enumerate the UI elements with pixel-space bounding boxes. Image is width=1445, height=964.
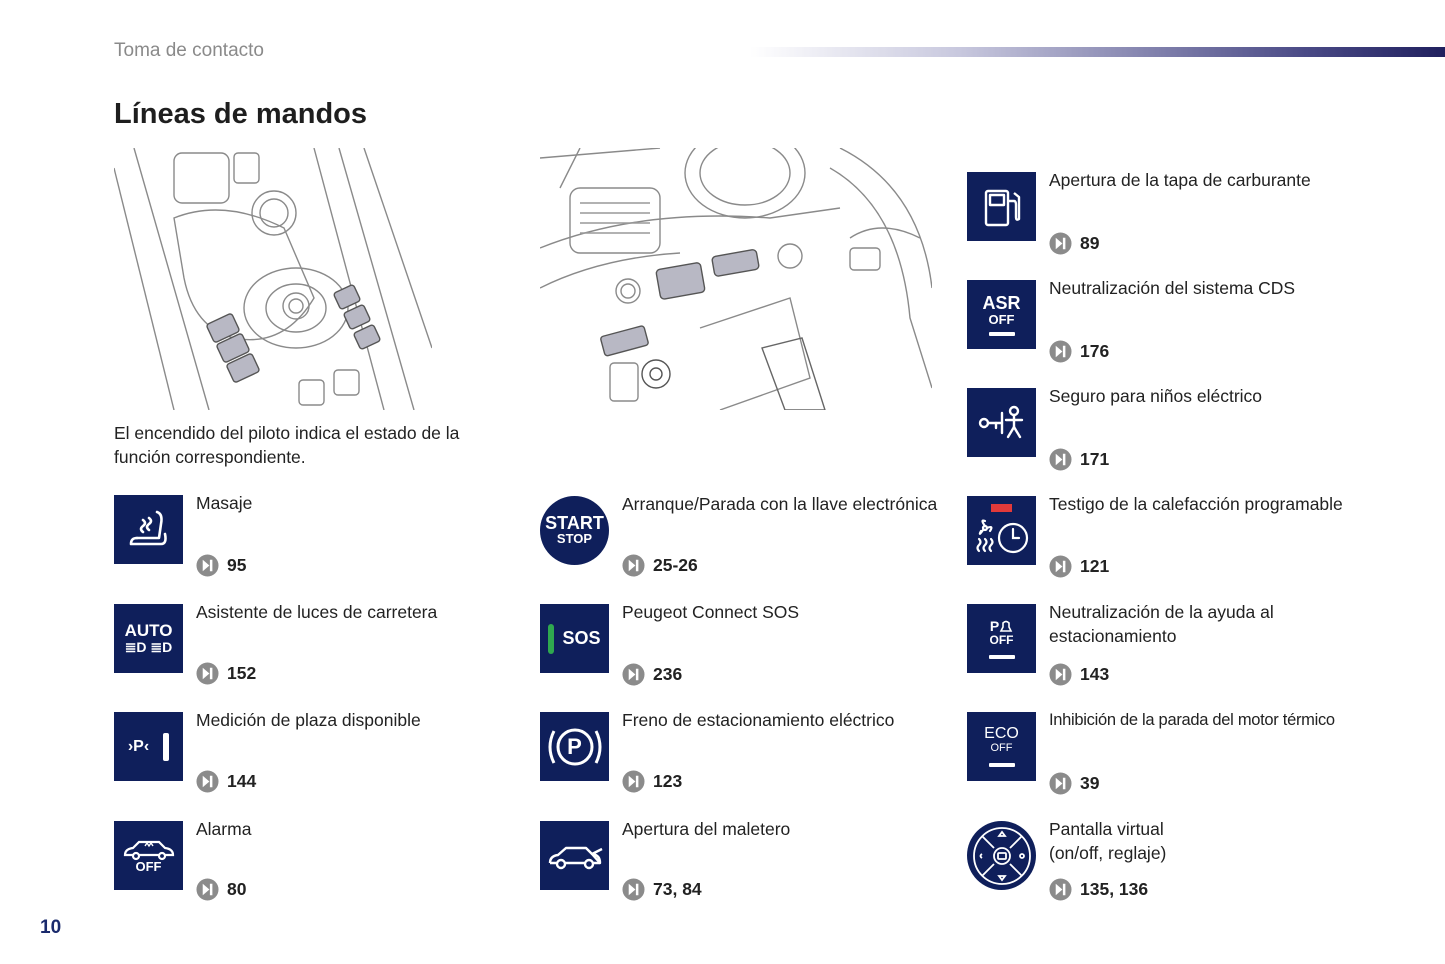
page-reference-icon (196, 878, 219, 901)
icon-text: ›P‹ (127, 737, 150, 755)
icon-text: OFF (988, 311, 1015, 327)
control-item (967, 821, 1387, 916)
item-label: Apertura del maletero (622, 819, 791, 839)
page-reference-icon (1049, 340, 1072, 363)
page-reference[interactable] (622, 663, 682, 686)
page-reference-number: 123 (653, 771, 683, 791)
parking-brake-icon (540, 712, 609, 781)
item-label: Freno de estacionamiento eléctrico (622, 710, 895, 730)
page-reference[interactable] (622, 770, 682, 793)
page-reference-number: 80 (227, 879, 247, 899)
control-item (540, 712, 960, 807)
icon-text: STOP (556, 530, 593, 546)
item-label: Alarma (196, 819, 252, 839)
page-reference-number: 143 (1080, 664, 1110, 684)
control-item (967, 712, 1387, 807)
page-reference-number: 152 (227, 663, 257, 683)
item-label: Arranque/Parada con la llave electrónica (622, 494, 938, 514)
page-reference-number: 73, 84 (653, 879, 702, 899)
page-reference[interactable] (1049, 878, 1148, 901)
page-reference-number: 121 (1080, 556, 1110, 576)
page-reference[interactable] (622, 878, 702, 901)
page-reference[interactable] (622, 554, 698, 577)
item-label: Asistente de luces de carretera (196, 602, 438, 622)
page-reference-number: 144 (227, 771, 257, 791)
auto-headlamp-icon (114, 604, 183, 673)
page-reference-number: 95 (227, 555, 247, 575)
fuel-flap-icon (967, 172, 1036, 241)
page-reference-number: 176 (1080, 341, 1110, 361)
item-label: Seguro para niños eléctrico (1049, 386, 1263, 406)
page-reference-icon (622, 663, 645, 686)
control-item (967, 604, 1387, 699)
control-item (967, 280, 1387, 375)
page-reference-icon (1049, 555, 1072, 578)
item-label: Neutralización de la ayuda al estacionamiento (1049, 602, 1274, 646)
page-reference[interactable] (196, 662, 256, 685)
icon-text: AUTO (124, 620, 173, 640)
item-label: Medición de plaza disponible (196, 710, 421, 730)
page-reference-icon (1049, 878, 1072, 901)
item-label: Apertura de la tapa de carburante (1049, 170, 1311, 190)
page-reference-icon (1049, 448, 1072, 471)
item-label: Peugeot Connect SOS (622, 602, 800, 622)
section-title: Toma de contacto (114, 40, 264, 61)
trunk-icon (540, 821, 609, 890)
control-item (540, 604, 960, 699)
page-reference-number: 25-26 (653, 555, 698, 575)
icon-text: ASR (982, 292, 1021, 313)
intro-text: El encendido del piloto indica el estado de la función correspondiente. (114, 423, 460, 467)
page-reference[interactable] (1049, 663, 1109, 686)
page-reference-number: 39 (1080, 773, 1100, 793)
parking-space-icon (114, 712, 183, 781)
item-label: Testigo de la calefacción programable (1049, 494, 1343, 514)
page-reference-number: 171 (1080, 449, 1110, 469)
icon-text: ECO (984, 725, 1019, 742)
control-item (967, 172, 1387, 267)
seat-massage-icon (114, 495, 183, 564)
child-lock-icon (967, 388, 1036, 457)
control-item (114, 604, 534, 699)
control-item (540, 821, 960, 916)
console-illustration (114, 148, 432, 410)
item-label: Neutralización del sistema CDS (1049, 278, 1296, 298)
icon-text: OFF (989, 633, 1014, 647)
sos-icon (540, 604, 609, 673)
page-reference-number: 236 (653, 664, 683, 684)
control-item (114, 495, 534, 590)
dashboard-illustration (540, 148, 932, 410)
page-reference-icon (622, 554, 645, 577)
page-reference-number: 135, 136 (1080, 879, 1149, 899)
item-label: Masaje (196, 493, 253, 513)
page-reference[interactable] (1049, 340, 1109, 363)
icon-text: P (989, 618, 1000, 634)
control-item (540, 496, 960, 591)
start-stop-icon (540, 496, 609, 565)
page-reference-icon (622, 878, 645, 901)
control-item (114, 712, 534, 807)
page-reference-icon (1049, 663, 1072, 686)
page-reference[interactable] (1049, 448, 1109, 471)
page-reference-icon (1049, 232, 1072, 255)
page-reference-icon (196, 554, 219, 577)
page-reference[interactable] (1049, 555, 1109, 578)
icon-text: START (545, 512, 604, 533)
control-item (967, 496, 1387, 591)
page-reference[interactable] (196, 770, 256, 793)
header-gradient-bar (750, 47, 1445, 57)
asr-off-icon (967, 280, 1036, 349)
page-reference-icon (1049, 772, 1072, 795)
page-reference-icon (196, 662, 219, 685)
control-item (967, 388, 1387, 483)
icon-text: OFF (990, 742, 1013, 754)
icon-text: ≣D ≣D (124, 638, 173, 655)
park-assist-off-icon (967, 604, 1036, 673)
eco-off-icon (967, 712, 1036, 781)
head-up-display-icon (967, 821, 1036, 890)
item-label: Pantalla virtual (on/off, reglaje) (1049, 819, 1167, 863)
page-reference[interactable] (1049, 772, 1099, 795)
programmable-heater-icon (967, 496, 1036, 565)
alarm-off-icon (114, 821, 183, 890)
page-title: Líneas de mandos (114, 98, 368, 130)
icon-text: P (567, 733, 582, 759)
item-label: Inhibición de la parada del motor térmico (1049, 711, 1335, 729)
page-reference[interactable] (196, 554, 246, 577)
page-number: 10 (40, 917, 62, 938)
page-reference-icon (622, 770, 645, 793)
control-item (114, 821, 534, 916)
icon-text: SOS (562, 628, 601, 648)
icon-text: OFF (135, 859, 162, 874)
page-reference-number: 89 (1080, 233, 1100, 253)
page-reference[interactable] (1049, 232, 1099, 255)
page-reference[interactable] (196, 878, 246, 901)
page-reference-icon (196, 770, 219, 793)
